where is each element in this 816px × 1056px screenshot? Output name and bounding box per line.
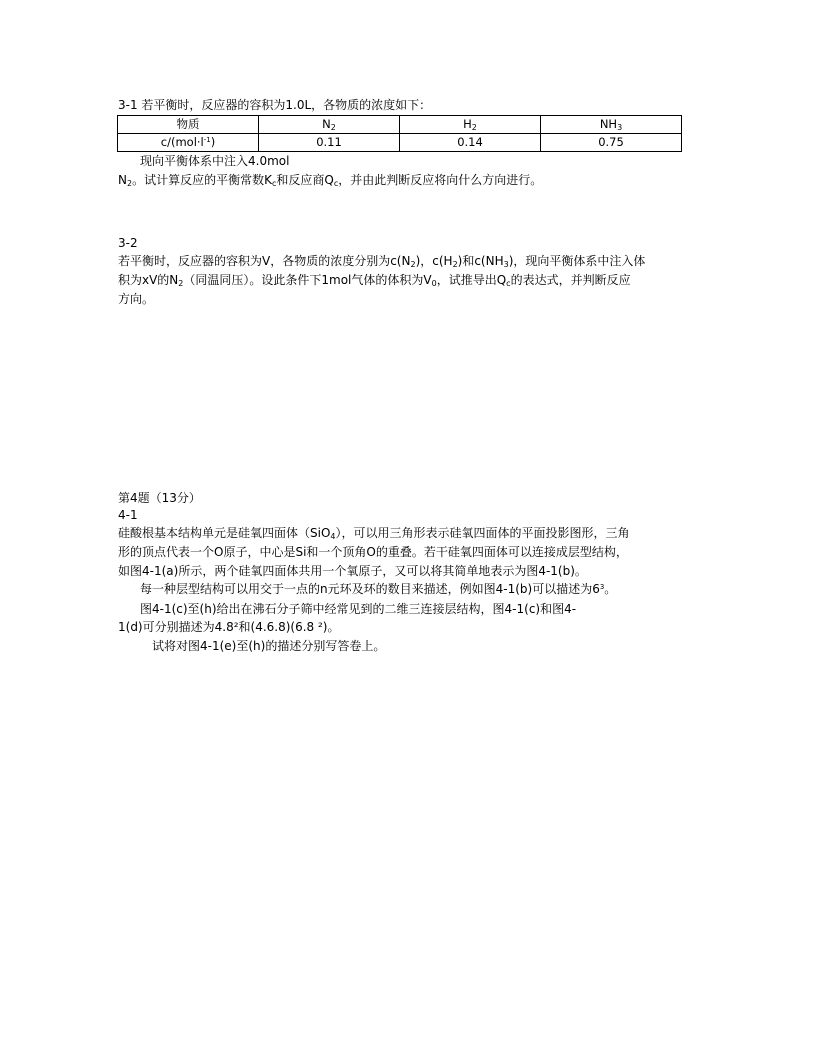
cell-n2: 0.11 bbox=[259, 134, 400, 152]
q3-1-line2: $N_2$。试计算反应的平衡常数$K_c$和反应商$Q_c$，并由此判断反应将向什么方向进行。 bbox=[118, 173, 543, 188]
q4-1-para5: 图4-1(c)至(h)给出在沸石分子筛中经常见到的二维三连接层结构，图4-1(c)和图4- bbox=[140, 602, 577, 616]
q3-1-intro: 3-1 若平衡时，反应器的容积为1.0L，各物质的浓度如下： bbox=[118, 98, 432, 112]
concentration-table bbox=[117, 115, 682, 152]
q4-1-para2: 形的顶点代表一个O原子，中心是Si和一个顶角O的重叠。若干硅氧四面体可以连接成层型结构， bbox=[118, 545, 628, 559]
q4-1-para7: 试将对图4-1(e)至(h)的描述分别写答卷上。 bbox=[152, 639, 386, 653]
q4-1-para6: 1(d)可分别描述为4.8²和(4.6.8)(6.8 ²)。 bbox=[118, 620, 340, 634]
cell-nh3: 0.75 bbox=[541, 134, 682, 152]
header-nh3: $NH_3$ bbox=[541, 116, 682, 134]
q4-1-para4: 每一种层型结构可以用交于一点的n元环及环的数目来描述，例如图4-1(b)可以描述为$6^3$。 bbox=[140, 582, 617, 596]
q3-1-line1: 现向平衡体系中注入4.0mol bbox=[140, 154, 290, 168]
q4-1-number: 4-1 bbox=[118, 508, 138, 522]
cell-h2: 0.14 bbox=[400, 134, 541, 152]
row-label: $c/(mol\cdot l^{-1})$ bbox=[118, 134, 259, 152]
q4-title: 第4题（13分） bbox=[118, 491, 201, 505]
header-h2: $H_2$ bbox=[400, 116, 541, 134]
header-n2: $N_2$ bbox=[259, 116, 400, 134]
q3-2-number: 3-2 bbox=[118, 236, 138, 250]
q3-2-line2: 积为xV的$N_2$（同温同压）。设此条件下1mol气体的体积为$V_0$，试推导出$Q_c$的表达式，并判断反应 bbox=[118, 273, 631, 288]
table-header-row bbox=[118, 116, 682, 134]
q3-2-line3: 方向。 bbox=[118, 292, 155, 306]
table-row bbox=[118, 134, 682, 152]
q3-2-line1: 若平衡时，反应器的容积为V，各物质的浓度分别为$c(N_2)$，$c(H_2)$和$c(NH_3)$，现向平衡体系中注入体 bbox=[118, 254, 646, 269]
q4-1-para3: 如图4-1(a)所示，两个硅氧四面体共用一个氧原子，又可以将其简单地表示为图4-1(b)。 bbox=[118, 564, 587, 578]
q4-1-para1: 硅酸根基本结构单元是硅氧四面体（SiO$_4$），可以用三角形表示硅氧四面体的平面投影图形，三角 bbox=[118, 526, 630, 541]
header-substance: 物质 bbox=[118, 116, 259, 134]
